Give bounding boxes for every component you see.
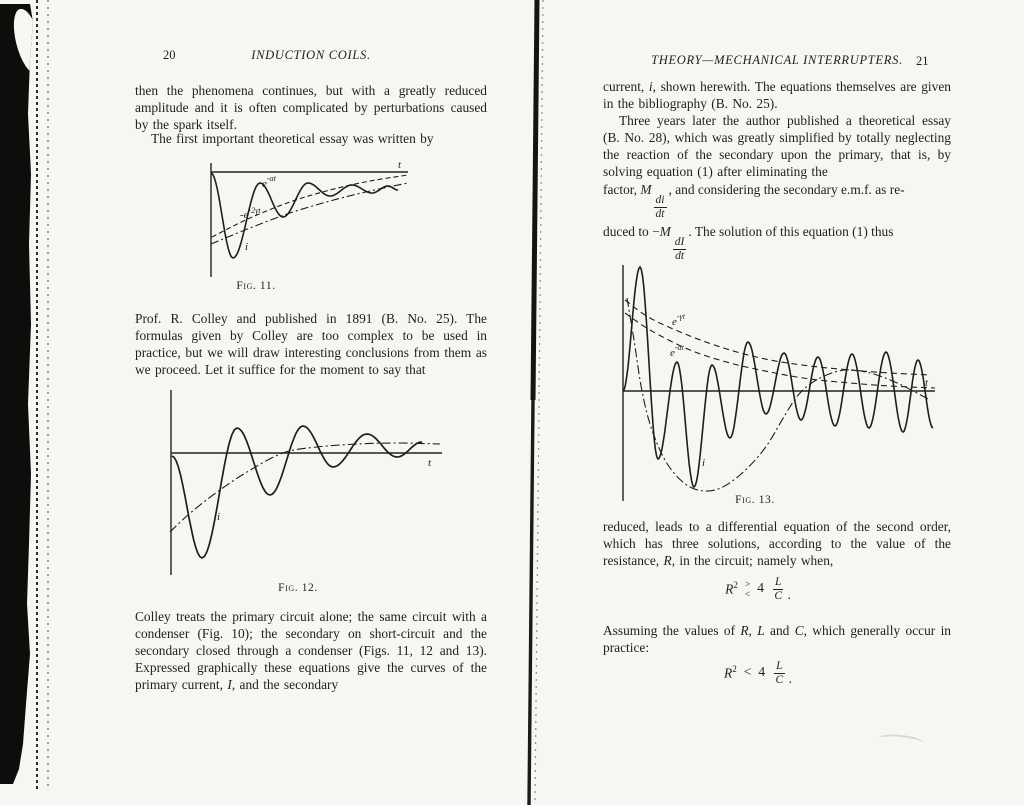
paragraph: Colley treats the primary circuit alone; the same circuit with a condenser (Fig. 10); the secondary on short-circuit and the secondary closed through a condenser (Figs. 11, 12 and 13). Expressed graphically these equations give the curves of the primary current, I, and the secondary	[135, 609, 487, 692]
fraction-L-C-2: $\frac{L}{C}$	[775, 660, 784, 687]
fig13-caption: Fig. 13.	[735, 494, 775, 506]
fig12-i-label: i	[217, 511, 221, 523]
paragraph: current, i, shown herewith. The equations themselves are given in the bibliography (B. No. 25).	[603, 79, 951, 111]
equation-line-factor: factor, M $\frac{di}{dt}$ , and considering the secondary e.m.f. as re-	[603, 182, 905, 221]
equation-line-duced: duced to −M $\frac{dI}{dt}$ . The solution of this equation (1) thus	[603, 224, 894, 263]
figure-13	[608, 258, 948, 506]
fig13-env2-label: $e^{-\alpha t}$	[670, 343, 684, 359]
paragraph: then the phenomena continues, but with a greatly reduced amplitude and it is often complicated by perturbations caused by the spark itself.	[135, 83, 487, 132]
paragraph: Three years later the author published a theoretical essay (B. No. 28), which was greatly simplified by totally neglecting the reaction of the secondary upon the primary, that is, by solving equation (1) after eliminating the	[603, 113, 951, 179]
paragraph: Prof. R. Colley and published in 1891 (B. No. 25). The formulas given by Colley are too complex to be used in practice, but we will draw interesting conclusions from them as we proceed. Let it suffice for the moment to say that	[135, 311, 487, 377]
fig11-env2-label: $-e^{-2\gamma t}$	[240, 206, 261, 221]
paragraph: reduced, leads to a differential equation of the second order, which has three solutions, according to the value of the resistance, R, in the circuit; namely when,	[603, 519, 951, 568]
binding-highlight	[8, 6, 47, 76]
figure-12	[138, 386, 448, 586]
right-running-title: THEORY—MECHANICAL INTERRUPTERS.	[651, 53, 903, 67]
greater-less-stack: > <	[744, 580, 751, 600]
fig11-caption: Fig. 11.	[236, 280, 276, 292]
fig12-current-curve	[172, 426, 422, 558]
binding-perforation-line	[36, 0, 38, 790]
equation-R2-lt: $R^2$ < 4 $\frac{L}{C}$ .	[724, 660, 792, 687]
left-page-number: 20	[163, 48, 176, 62]
fraction-L-C: $\frac{L}{C}$	[774, 576, 783, 603]
gutter-line-bottom	[529, 400, 533, 805]
binding-perforation-line-2	[47, 0, 49, 790]
left-running-title: INDUCTION COILS.	[251, 48, 371, 62]
fig13-t-label: t	[925, 377, 929, 389]
fig13-envelope-gamma	[625, 300, 930, 375]
gutter-speckle	[535, 0, 543, 805]
right-page-number: 21	[916, 54, 929, 68]
fig13-env1-label: $e^{-\gamma t}$	[672, 312, 685, 328]
paragraph: The first important theoretical essay was written by	[151, 131, 434, 146]
fig11-envelope-dashed	[212, 175, 408, 237]
fig12-caption: Fig. 12.	[278, 582, 318, 594]
fraction-dI-dt: $\frac{dI}{dt}$	[674, 236, 685, 263]
paragraph: Assuming the values of R, L and C, which generally occur in practice:	[603, 623, 951, 655]
book-binding-edge	[0, 4, 34, 784]
equation-R2-gtlt: $R^2$ > < 4 $\frac{L}{C}$ .	[725, 576, 791, 603]
figure-11	[198, 156, 413, 286]
scan-smudge	[877, 733, 924, 750]
fig11-env1-label: $e^{-\alpha t}$	[262, 174, 276, 190]
fig11-t-label: t	[398, 159, 402, 171]
gutter-line-top	[533, 0, 537, 400]
fig13-i-label: i	[702, 457, 706, 469]
fraction-di-dt: $\frac{di}{dt}$	[655, 194, 665, 221]
fig11-i-label: i	[245, 241, 249, 253]
fig12-t-label: t	[428, 457, 432, 469]
fig13-current-curve	[623, 267, 933, 487]
